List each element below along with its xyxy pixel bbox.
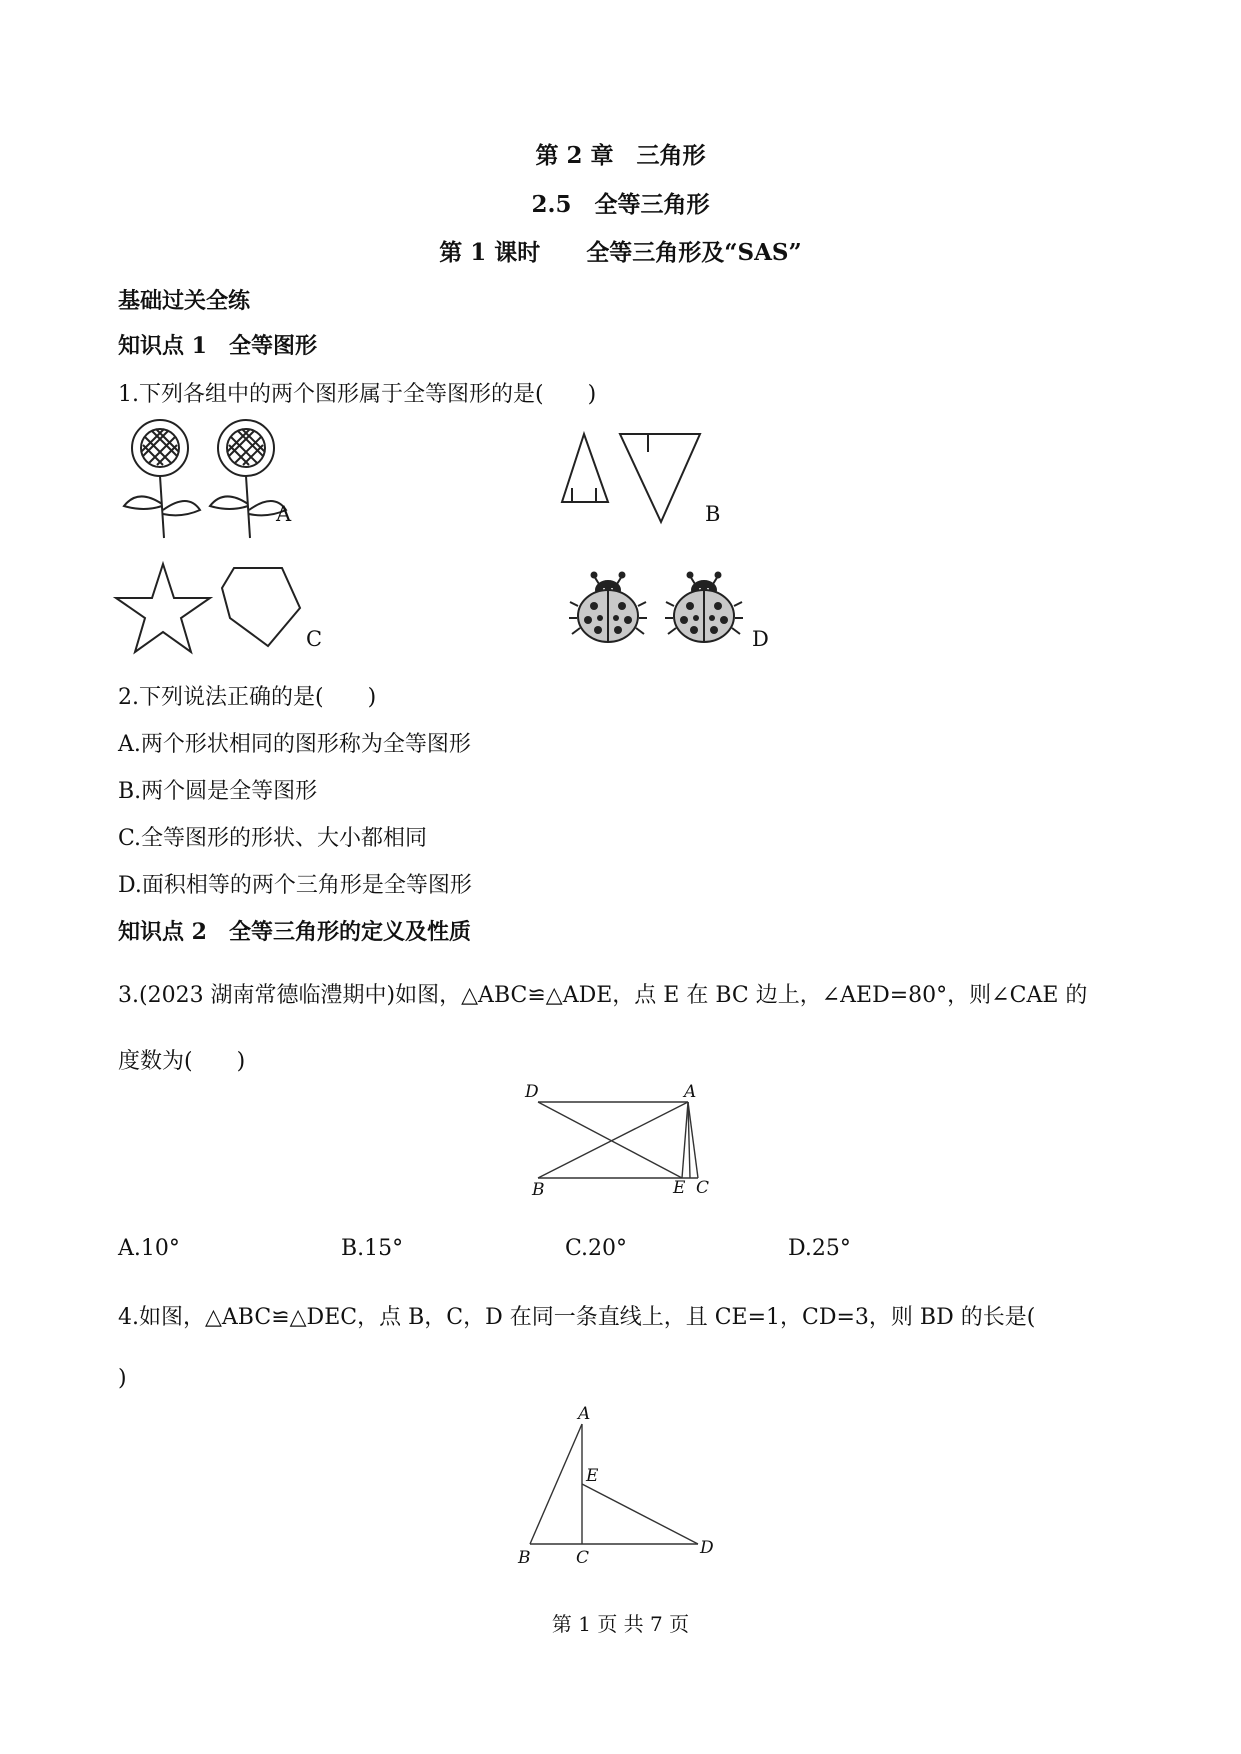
q4-point-a: A bbox=[578, 1404, 591, 1424]
ladybug-icon bbox=[569, 573, 647, 643]
q3-option-b: B.15° bbox=[341, 1236, 404, 1261]
lesson-title: 第 1 课时 全等三角形及“SAS” bbox=[439, 239, 802, 266]
question-4-stem-line2: ) bbox=[118, 1366, 127, 1391]
knowledge-point-1: 知识点 1 全等图形 bbox=[118, 333, 317, 359]
section-title: 2.5 全等三角形 bbox=[531, 191, 710, 218]
question-3-stem-line1: 3.(2023 湖南常德临澧期中)如图，△ABC≌△ADE，点 E 在 BC 边上，∠AED=80°，则∠CAE 的 bbox=[118, 983, 1088, 1008]
q1-label-d: D bbox=[752, 627, 769, 651]
q4-point-d: D bbox=[700, 1538, 714, 1558]
q1-label-a: A bbox=[276, 502, 292, 526]
q4-geometry-figure bbox=[520, 1418, 720, 1578]
question-1-stem: 1.下列各组中的两个图形属于全等图形的是( ) bbox=[118, 382, 597, 407]
q2-option-c: C.全等图形的形状、大小都相同 bbox=[118, 826, 428, 851]
q4-point-c: C bbox=[576, 1548, 590, 1568]
q4-point-e: E bbox=[586, 1466, 599, 1486]
q3-point-b: B bbox=[532, 1180, 545, 1200]
knowledge-point-2: 知识点 2 全等三角形的定义及性质 bbox=[118, 919, 471, 945]
sunflower-icon bbox=[210, 420, 286, 538]
q4-point-b: B bbox=[518, 1548, 531, 1568]
q3-option-d: D.25° bbox=[788, 1236, 851, 1261]
q3-point-e: E bbox=[673, 1178, 686, 1198]
q2-option-a: A.两个形状相同的图形称为全等图形 bbox=[118, 732, 471, 757]
q3-point-d: D bbox=[525, 1082, 539, 1102]
sunflower-icon bbox=[124, 420, 200, 538]
q3-option-a: A.10° bbox=[118, 1236, 180, 1261]
ladybug-pair-figure bbox=[570, 560, 770, 660]
small-triangle-shape bbox=[562, 434, 608, 502]
pentagon-shape bbox=[222, 568, 300, 646]
q1-label-c: C bbox=[306, 627, 323, 651]
question-3-stem-line2: 度数为( ) bbox=[118, 1049, 246, 1074]
q3-point-a: A bbox=[684, 1082, 697, 1102]
chapter-title: 第 2 章 三角形 bbox=[535, 142, 706, 169]
star-shape bbox=[116, 564, 210, 652]
page-footer: 第 1 页 共 7 页 bbox=[551, 1612, 690, 1636]
inverted-triangle-shape bbox=[620, 434, 700, 522]
ladybug-icon bbox=[665, 573, 743, 643]
q3-option-c: C.20° bbox=[565, 1236, 628, 1261]
star-pentagon-figure bbox=[118, 560, 318, 660]
q2-option-b: B.两个圆是全等图形 bbox=[118, 779, 318, 804]
practice-title: 基础过关全练 bbox=[118, 288, 251, 314]
q3-point-c: C bbox=[696, 1178, 710, 1198]
q2-option-d: D.面积相等的两个三角形是全等图形 bbox=[118, 873, 472, 898]
question-2-stem: 2.下列说法正确的是( ) bbox=[118, 685, 377, 710]
q1-label-b: B bbox=[705, 502, 721, 526]
question-4-stem-line1: 4.如图，△ABC≌△DEC，点 B，C，D 在同一条直线上，且 CE=1，CD=3，则 BD 的长是( bbox=[118, 1305, 1036, 1330]
